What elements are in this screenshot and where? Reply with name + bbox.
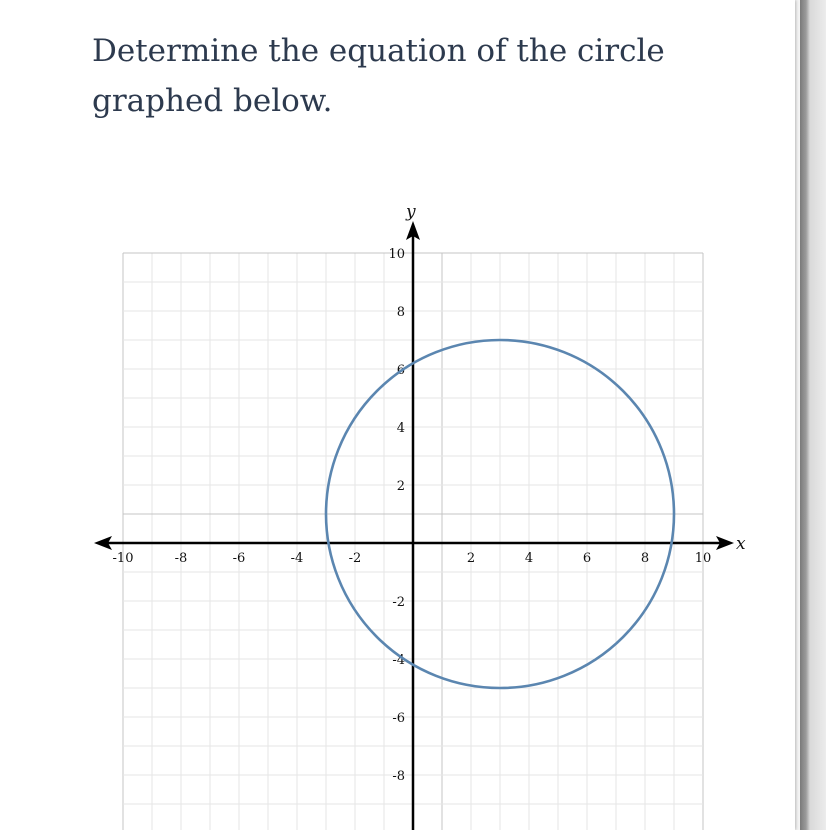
y-tick-label: -8	[392, 769, 405, 784]
x-tick-label: -10	[112, 551, 134, 566]
window-scrollbar-edge	[800, 0, 826, 830]
x-tick-label: 10	[694, 551, 712, 566]
y-tick-label: 2	[396, 479, 405, 494]
x-tick-label: -2	[348, 551, 362, 566]
y-tick-label: -2	[392, 595, 405, 610]
y-tick-label: 8	[396, 305, 405, 320]
y-axis-label: y	[406, 202, 416, 222]
y-tick-label: -6	[392, 711, 405, 726]
x-axis-label: x	[736, 534, 746, 554]
graph-axes	[94, 221, 734, 830]
question-line-2: graphed below.	[92, 83, 333, 119]
x-tick-label: 6	[582, 551, 592, 566]
question-line-1: Determine the equation of the circle	[92, 33, 665, 69]
x-tick-label: 4	[524, 551, 534, 566]
x-tick-label: -6	[232, 551, 246, 566]
x-tick-label: 8	[640, 551, 650, 566]
y-tick-label: 10	[388, 247, 405, 262]
y-tick-label: 4	[396, 421, 405, 436]
y-tick-label: -4	[392, 653, 405, 668]
y-tick-label: 6	[396, 363, 405, 378]
x-tick-label: -8	[174, 551, 188, 566]
x-tick-label: 2	[466, 551, 476, 566]
x-tick-label: -4	[290, 551, 304, 566]
